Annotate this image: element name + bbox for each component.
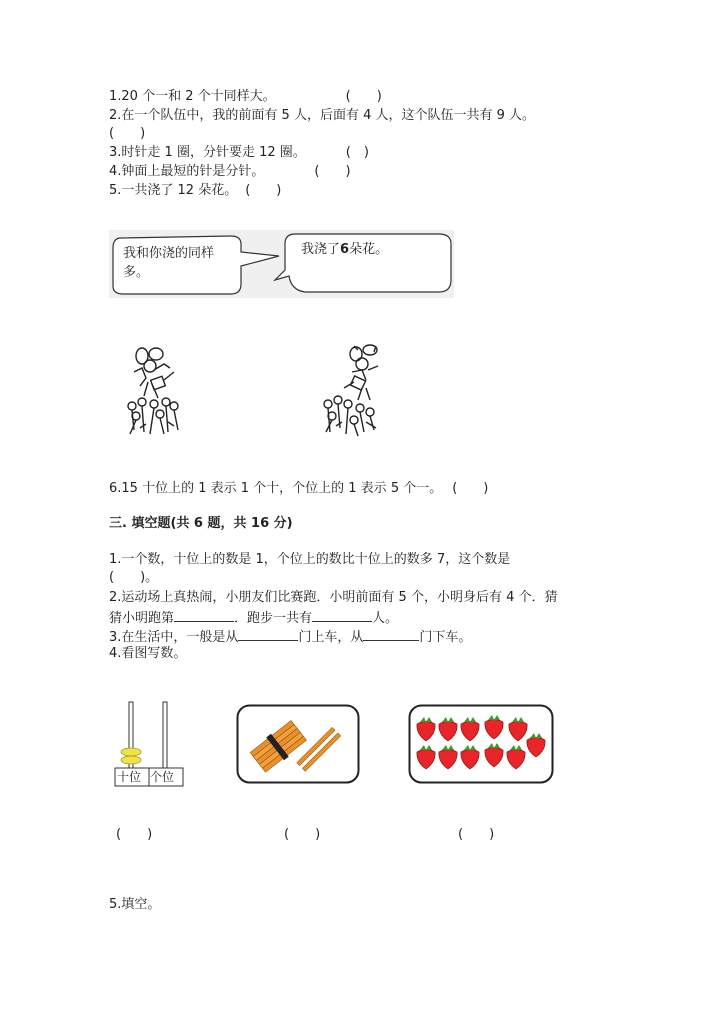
- section-heading: 三. 填空题(共 6 题，共 16 分): [109, 516, 293, 531]
- answer-paren[interactable]: ( ): [245, 183, 282, 198]
- answer-paren[interactable]: ( ): [314, 164, 351, 179]
- blank-total[interactable]: [312, 607, 372, 622]
- tf-item-6: 6.15 十位上的 1 表示 1 个十，个位上的 1 表示 5 个一。 ( ): [109, 481, 489, 496]
- blank-board-door[interactable]: [238, 626, 298, 641]
- tf-item-1: 1.20 个一和 2 个十同样大。 ( ): [109, 89, 382, 104]
- tf-item-5: 5.一共浇了 12 朵花。 ( ): [109, 183, 282, 198]
- fill-q3: 3.在生活中，一般是从 门上车，从 门下车。: [109, 626, 471, 647]
- ones-label: 个位: [150, 770, 175, 784]
- sticks-box: [236, 704, 360, 784]
- answer-paren-abacus[interactable]: ( ): [116, 827, 153, 842]
- fill-q1-paren[interactable]: ( )。: [109, 570, 159, 585]
- answer-paren-strawberries[interactable]: ( ): [458, 827, 495, 842]
- tf-item-2-paren[interactable]: ( ): [109, 126, 146, 141]
- answer-paren[interactable]: ( ): [345, 89, 382, 104]
- fill-q5: 5.填空。: [109, 897, 161, 912]
- tf-item-2: 2.在一个队伍中，我的前面有 5 人，后面有 4 人，这个队伍一共有 9 人。: [109, 108, 536, 123]
- fill-q2: 2.运动场上真热闹，小朋友们比赛跑．小明前面有 5 个，小明身后有 4 个．猜: [109, 590, 558, 605]
- bubble-left-text: 我和你浇的同样 多。: [123, 246, 215, 280]
- child-watering-flowers-right: [318, 342, 388, 442]
- fill-q2-line2: 猜小明跑第 ．跑步一共有 人。: [109, 607, 398, 628]
- fill-q1: 1.一个数，十位上的数是 1，个位上的数比十位上的数多 7，这个数是: [109, 552, 511, 567]
- fill-q4: 4.看图写数。: [109, 646, 187, 661]
- answer-paren[interactable]: ( ): [345, 145, 369, 160]
- blank-exit-door[interactable]: [363, 626, 419, 641]
- tf-item-4: 4.钟面上最短的针是分针。 ( ): [109, 164, 351, 179]
- child-watering-flowers-left: [120, 342, 190, 442]
- strawberries-box: [408, 704, 554, 784]
- blank-rank[interactable]: [174, 607, 234, 622]
- bubble-right-text: 我浇了6朵花。: [301, 242, 389, 257]
- tens-label: 十位: [117, 770, 142, 784]
- answer-paren[interactable]: ( ): [452, 481, 489, 496]
- tf-item-3: 3.时针走 1 圈，分针要走 12 圈。 ( ): [109, 145, 369, 160]
- speech-bubble-panel: [109, 230, 454, 298]
- answer-paren-sticks[interactable]: ( ): [284, 827, 321, 842]
